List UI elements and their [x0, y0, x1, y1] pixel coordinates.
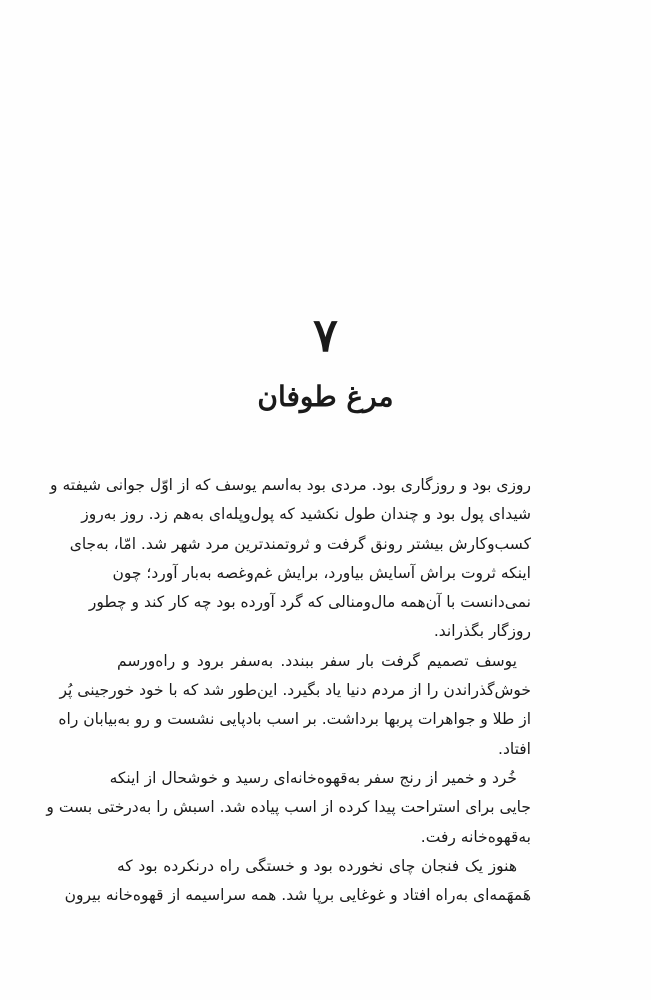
- chapter-number: ۷: [313, 308, 338, 362]
- text-line: از طلا و جواهرات پربها برداشت. بر اسب بادپایی نشست و رو به‌بیابان راه: [58, 710, 531, 729]
- text-line: خوش‌گذراندن را از مردم دنیا یاد بگیرد. این‌طور شد که با خود خورجینی پُر: [59, 681, 531, 700]
- text-line: هَمهَمه‌ای به‌راه افتاد و غوغایی برپا شد. همه سراسیمه از قهوه‌خانه بیرون: [64, 886, 531, 905]
- text-line: شیدای پول بود و چندان طول نکشید که پول‌وپله‌ای به‌هم زد. روز به‌روز: [81, 505, 531, 524]
- chapter-title: مرغ طوفان: [257, 380, 394, 413]
- text-line: روزی بود و روزگاری بود. مردی بود به‌اسم یوسف که از اوّل جوانی شیفته و: [50, 476, 531, 494]
- text-line: نمی‌دانست با آن‌همه مال‌ومنالی که گرد آورده بود چه کار کند و چطور: [88, 593, 531, 612]
- text-line: کسب‌وکارش بیشتر رونق گرفت و ثروتمندترین مرد شهر شد. امّا، به‌جای: [69, 534, 531, 553]
- text-line: یوسف تصمیم گرفت بار سفر ببندد. به‌سفر برود و راه‌ورسم: [117, 651, 517, 670]
- text-line: روزگار بگذراند.: [433, 622, 531, 641]
- text-line: به‌قهوه‌خانه رفت.: [420, 827, 531, 846]
- text-line: جایی برای استراحت پیدا کرده از اسب پیاده شد. اسبش را به‌درختی بست و: [46, 798, 531, 817]
- text-line: خُرد و خمیر از رنج سفر به‌قهوه‌خانه‌ای رسید و خوشحال از اینکه: [109, 768, 517, 787]
- text-line: هنوز یک فنجان چای نخورده بود و خستگی راه درنکرده بود که: [117, 856, 517, 875]
- text-line: اینکه ثروت براش آسایش بیاورد، برایش غم‌وغصه به‌بار آورد؛ چون: [112, 563, 531, 582]
- text-line: افتاد.: [498, 739, 531, 758]
- chapter-body-text: [46, 471, 531, 910]
